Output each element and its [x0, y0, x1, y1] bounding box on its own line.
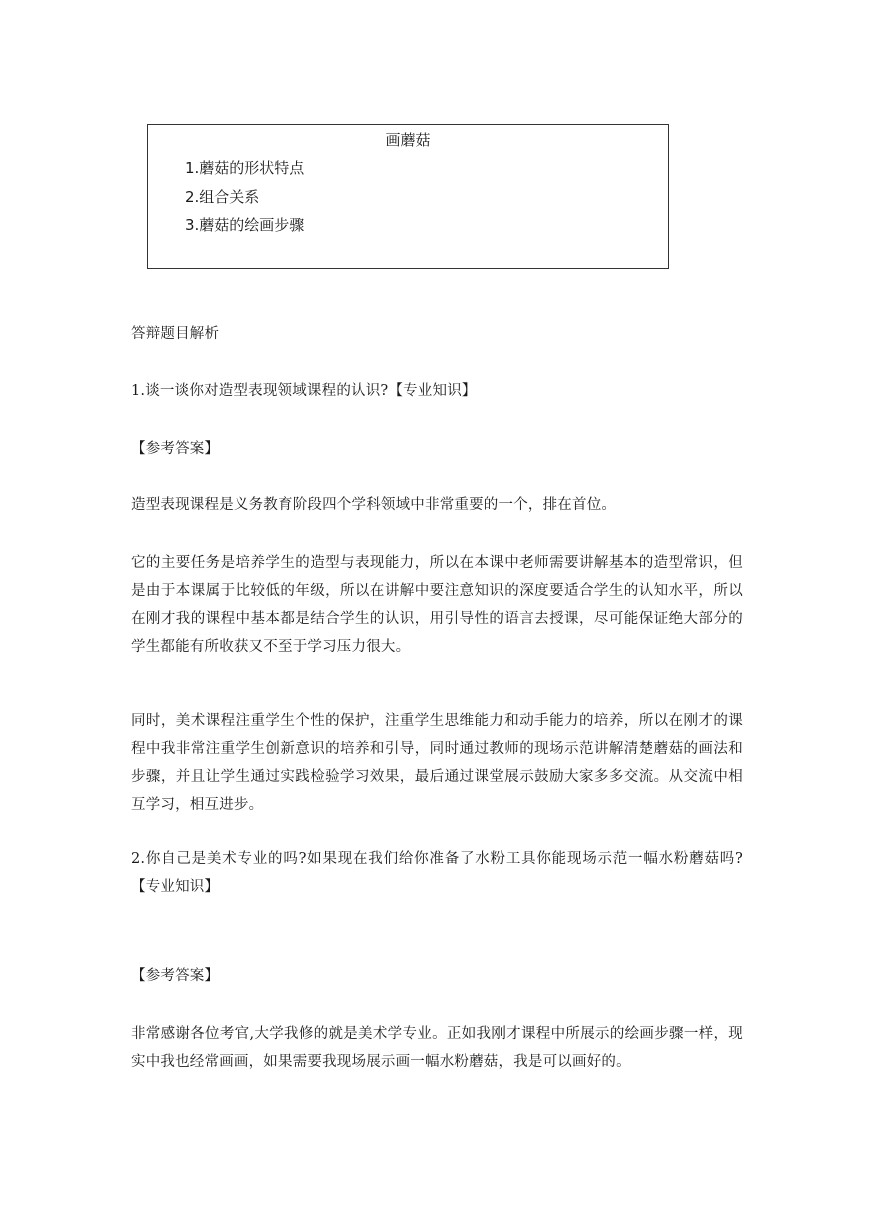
answer-1-paragraph: 造型表现课程是义务教育阶段四个学科领域中非常重要的一个，排在首位。	[131, 497, 617, 513]
blackboard-title: 画蘑菇	[385, 131, 431, 149]
answer-label-2: 【参考答案】	[131, 968, 220, 984]
question-2: 2.你自己是美术专业的吗?如果现在我们给你准备了水粉工具你能现场示范一幅水粉蘑菇吗?【专业知识】	[131, 851, 743, 895]
blackboard-item: 3.蘑菇的绘画步骤	[185, 216, 305, 234]
answer-1-paragraph: 同时，美术课程注重学生个性的保护，注重学生思维能力和动手能力的培养，所以在刚才的课程中我非常注重学生创新意识的培养和引导，同时通过教师的现场示范讲解清楚蘑菇的画法和步骤，并且让学生通过实践检验学习效果，最后通过课堂展示鼓励大家多多交流。从交流中相互学习，相互进步。	[131, 713, 743, 813]
blackboard-item: 1.蘑菇的形状特点	[185, 159, 305, 177]
blackboard-item: 2.组合关系	[185, 188, 260, 206]
question-1: 1.谈一谈你对造型表现领域课程的认识?【专业知识】	[131, 383, 477, 399]
section-heading: 答辩题目解析	[131, 326, 220, 342]
answer-2-paragraph: 非常感谢各位考官,大学我修的就是美术学专业。正如我刚才课程中所展示的绘画步骤一样，现实中我也经常画画，如果需要我现场展示画一幅水粉蘑菇，我是可以画好的。	[131, 1026, 743, 1070]
blackboard-design-box	[147, 124, 669, 269]
answer-label-1: 【参考答案】	[131, 441, 220, 457]
answer-1-paragraph: 它的主要任务是培养学生的造型与表现能力，所以在本课中老师需要讲解基本的造型常识，但是由于本课属于比较低的年级，所以在讲解中要注意知识的深度要适合学生的认知水平，所以在刚才我的课程中基本都是结合学生的认识，用引导性的语言去授课，尽可能保证绝大部分的学生都能有所收获又不至于学习压力很大。	[131, 555, 743, 655]
